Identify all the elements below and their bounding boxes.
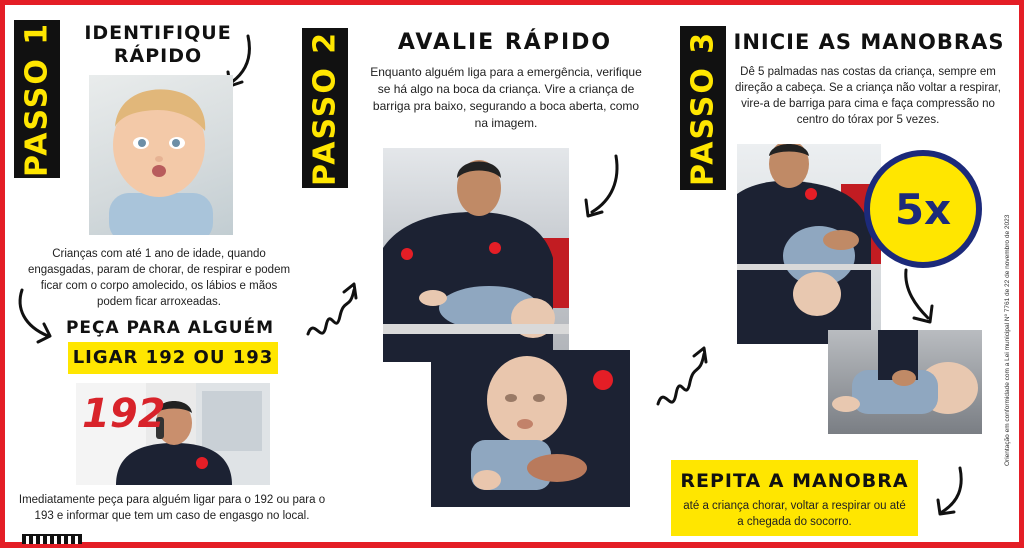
baby-choking-photo [89, 75, 233, 235]
step1-text: Crianças com até 1 ano de idade, quando engasgadas, param de chorar, de respirar e podem ficar com o corpo amolecido, os lábios e mãos podem ficar arroxeadas. [27, 248, 291, 308]
chest-compression-photo [828, 330, 982, 434]
ask-title: PEÇA PARA ALGUÉM [65, 318, 275, 338]
repeat-title: REPITA A MANOBRA [680, 470, 909, 492]
step1-title [78, 22, 238, 68]
step1-title-line2: RÁPIDO [113, 45, 203, 67]
baby-held-face-down-photo [431, 350, 630, 507]
five-times-badge [864, 150, 982, 268]
step2-tag: PASSO 2 [302, 28, 348, 188]
repeat-text: até a criança chorar, voltar a respirar ou até a chegada do socorro. [683, 500, 906, 528]
squiggle-arrow-step2-icon [304, 276, 360, 348]
step3-title: INICIE AS MANOBRAS [733, 30, 1005, 54]
ask-highlight-box [68, 342, 278, 374]
arrow-curve-ask-icon [14, 286, 58, 346]
ask-text: Imediatamente peça para alguém ligar para o 192 ou para o 193 e informar que tem um caso de engasgo no local. [18, 494, 326, 522]
step2-title: AVALIE RÁPIDO [397, 30, 613, 55]
arrow-down-step2-icon [578, 152, 624, 222]
step1-tag: PASSO 1 [14, 20, 60, 178]
ambulance-sign-192: 192 [82, 391, 166, 437]
back-blows-photo [737, 144, 881, 344]
squiggle-arrow-step3-icon [654, 340, 710, 418]
step1-title-line1: IDENTIFIQUE [84, 22, 232, 44]
repeat-box [671, 460, 918, 536]
phone-call-photo [76, 383, 270, 485]
legal-side-note: Orientação em conformidade com a Lei municipal Nº 7761 de 22 de novembro de 2023 [1004, 214, 1011, 466]
qr-code-icon [22, 534, 82, 544]
rescuer-holding-baby-photo [383, 148, 569, 362]
step3-text: Dê 5 palmadas nas costas da criança, sempre em direção a cabeça. Se a criança não voltar a respirar, vire-a de barriga para cima e faça compressão no centro do tórax por 5 vezes. [735, 66, 1001, 126]
five-times-label: 5x [894, 184, 952, 234]
arrow-down-step3-icon [900, 266, 940, 330]
step2-text: Enquanto alguém liga para a emergência, verifique se há algo na boca da criança. Vire a criança de barriga pra baixo, segurando a boca aberta, como na imagem. [370, 65, 642, 130]
step3-tag: PASSO 3 [680, 26, 726, 190]
ask-highlight: LIGAR 192 OU 193 [72, 347, 274, 368]
arrow-down-repeat-icon [930, 464, 972, 520]
